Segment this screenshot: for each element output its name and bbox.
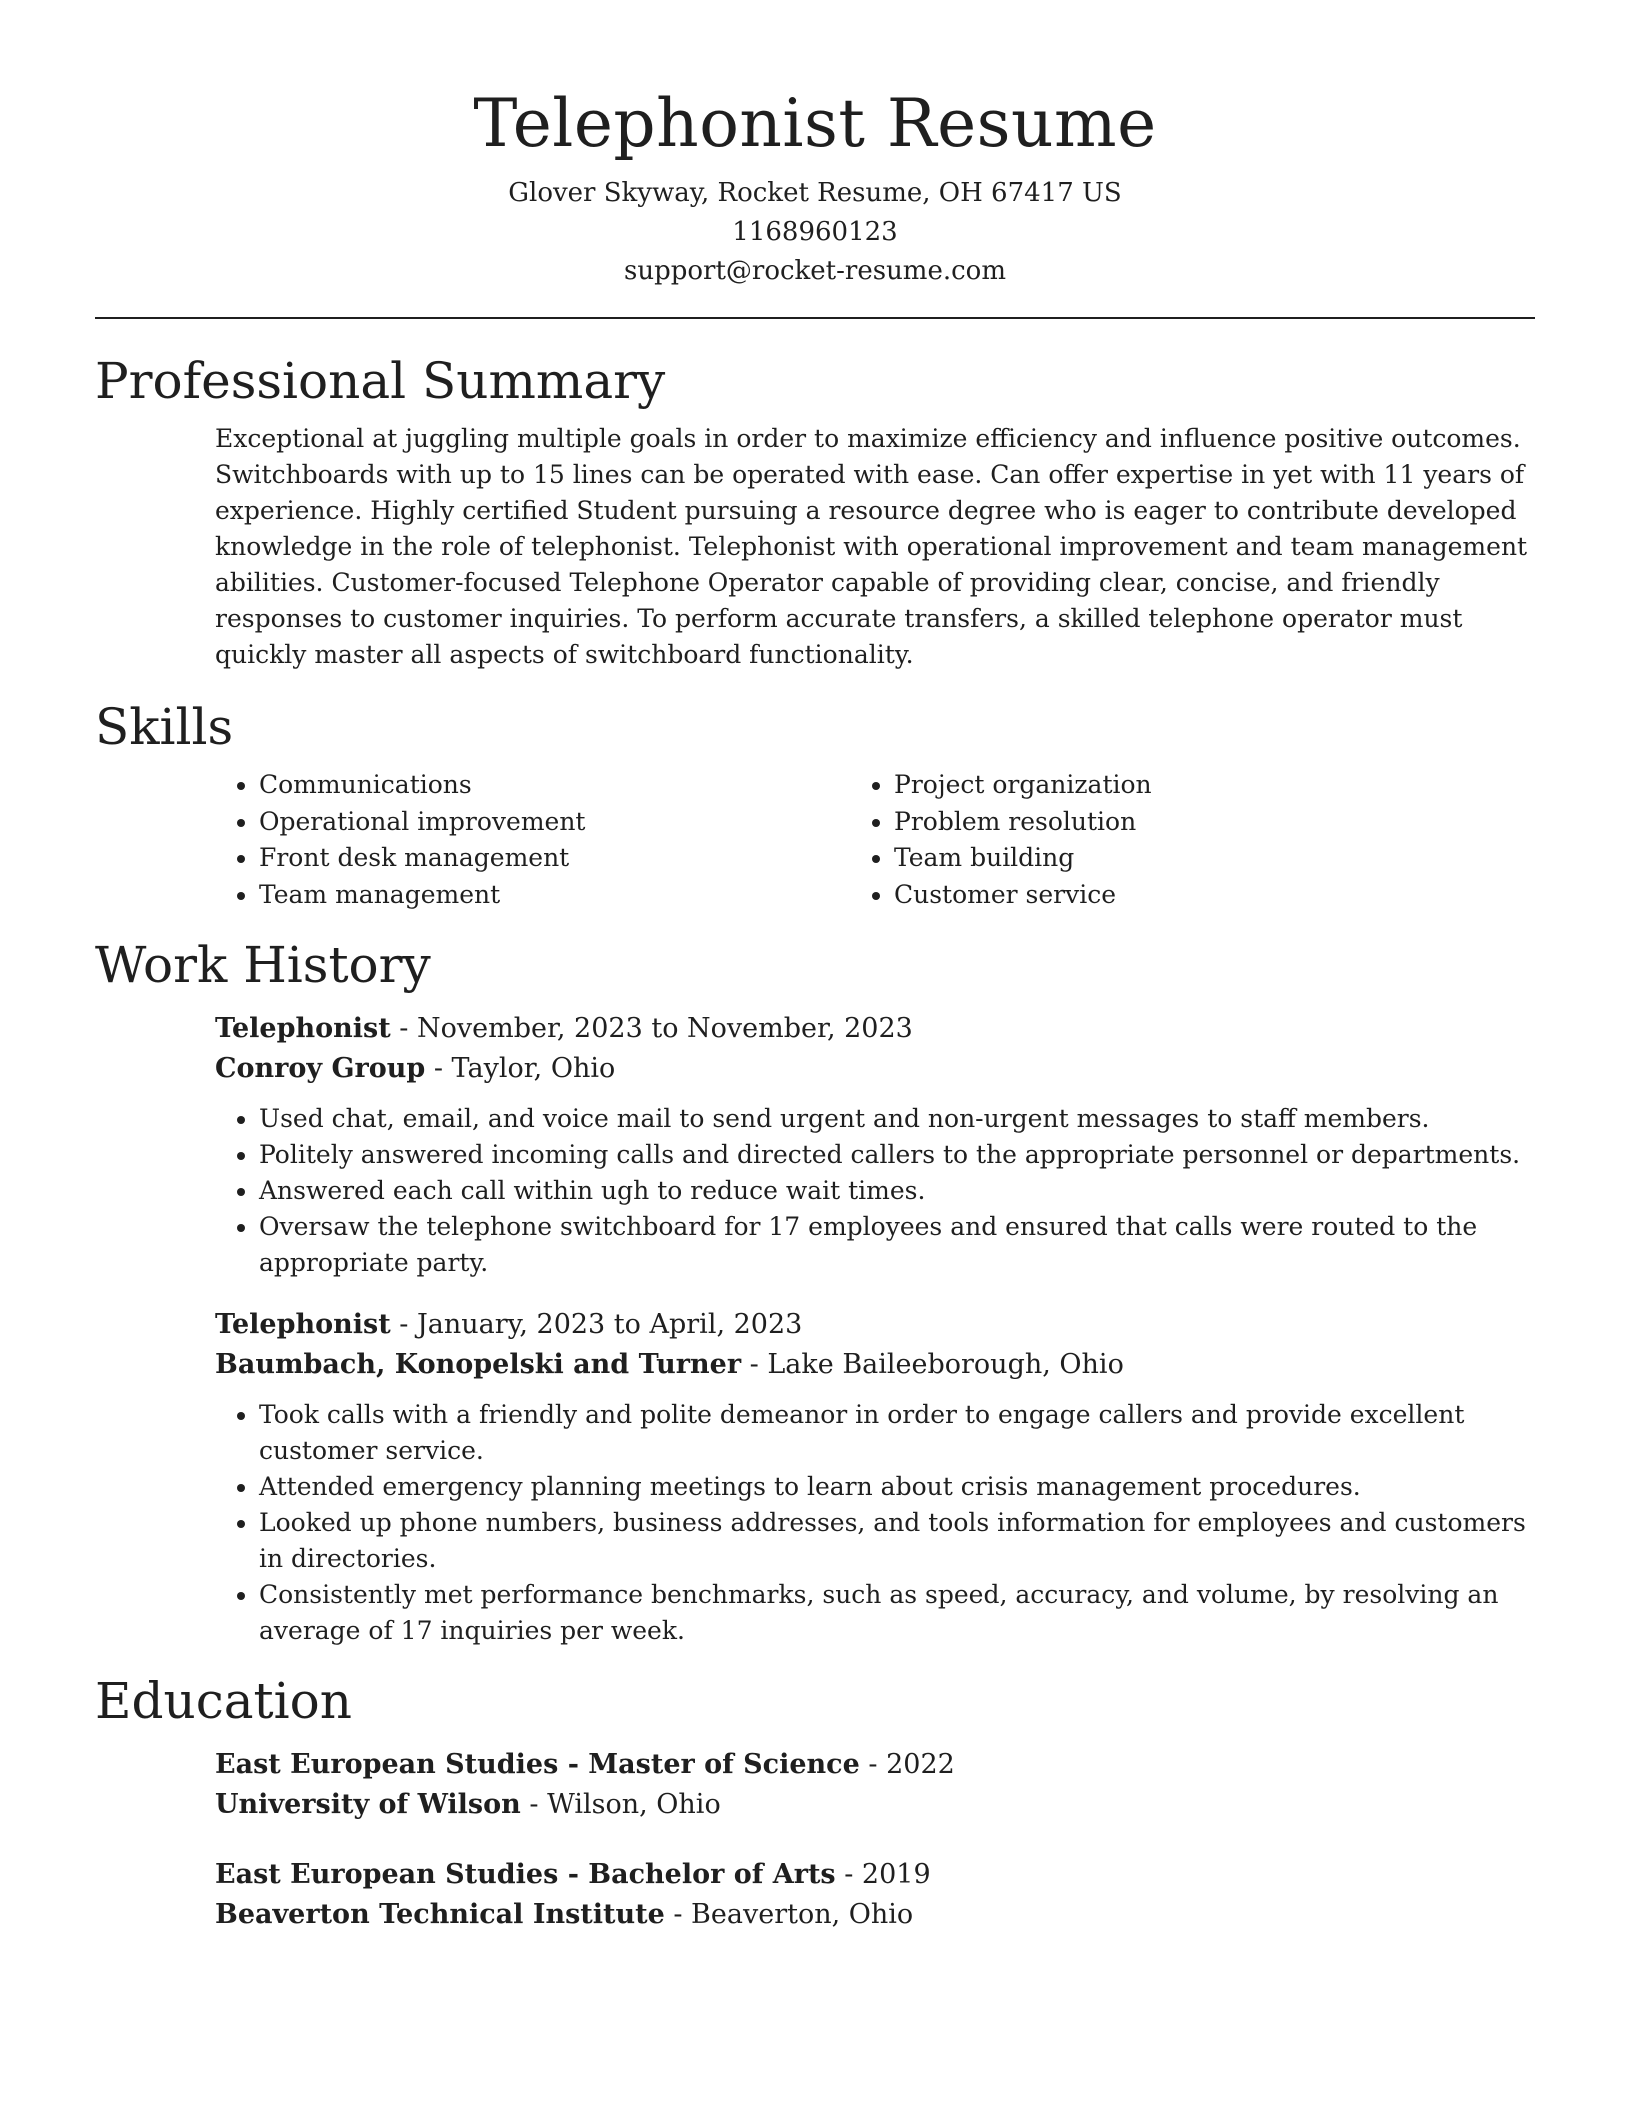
job-role: Telephonist — [215, 1013, 391, 1044]
skills-columns — [215, 767, 1535, 913]
summary-section — [95, 351, 1535, 673]
job-bullet: • Answered each call within ugh to reduce wait times. — [259, 1173, 1535, 1209]
skills-heading: Skills — [95, 698, 234, 756]
job-company: Conroy Group — [215, 1053, 426, 1084]
job-bullet: • Took calls with a friendly and polite demeanor in order to engage callers and provide excellent customer service. — [259, 1397, 1535, 1469]
address: Glover Skyway, Rocket Resume, OH 67417 US — [508, 178, 1122, 208]
degree-line — [215, 1745, 1535, 1785]
job-entry — [215, 1305, 1535, 1649]
work-history-section — [95, 935, 1535, 1649]
skills-list-left — [215, 767, 900, 913]
school-name: Beaverton Technical Institute — [215, 1899, 665, 1930]
education-section — [95, 1671, 1535, 1935]
job-dates: - January, 2023 to April, 2023 — [390, 1309, 803, 1340]
education-entry — [215, 1855, 1535, 1935]
skill-item: • Operational improvement — [259, 804, 900, 841]
work-history-heading: Work History — [95, 936, 431, 994]
summary-text: Exceptional at juggling multiple goals in order to maximize efficiency and influence positive outcomes. Switchboards with up to 15 lines can be operated with ease. Can offer expertise in yet with 11 years of experience. Highly certified Student pursuing a resource degree who is eager to contribute developed knowledge in the role of telephonist. Telephonist with operational improvement and team management abilities. Customer-focused Telephone Operator capable of providing clear, concise, and friendly responses to customer inquiries. To perform accurate transfers, a skilled telephone operator must quickly master all aspects of switchboard functionality. — [215, 424, 1528, 669]
graduation-year: - 2022 — [859, 1749, 955, 1780]
education-entry — [215, 1745, 1535, 1825]
skills-list-right — [894, 767, 1535, 913]
skill-item: • Team management — [259, 877, 900, 914]
skill-item: • Team building — [894, 840, 1535, 877]
school-line — [215, 1785, 1535, 1825]
job-role: Telephonist — [215, 1309, 391, 1340]
skill-item: • Project organization — [894, 767, 1535, 804]
header-divider — [95, 317, 1535, 319]
skill-item: • Problem resolution — [894, 804, 1535, 841]
skill-item: • Front desk management — [259, 840, 900, 877]
email: support@rocket-resume.com — [623, 256, 1006, 286]
job-bullet: • Consistently met performance benchmarks, such as speed, accuracy, and volume, by resolving an average of 17 inquiries per week. — [259, 1577, 1535, 1649]
school-location: - Beaverton, Ohio — [664, 1899, 914, 1930]
resume-title: Telephonist Resume — [473, 85, 1157, 162]
job-bullets — [215, 1101, 1535, 1281]
job-company: Baumbach, Konopelski and Turner — [215, 1349, 742, 1380]
contact-info — [95, 174, 1535, 291]
skill-item: • Communications — [259, 767, 900, 804]
job-company-line — [215, 1049, 1535, 1089]
job-bullets — [215, 1397, 1535, 1649]
resume-page — [95, 0, 1535, 1935]
degree: East European Studies - Bachelor of Arts — [215, 1859, 836, 1890]
skill-item: • Customer service — [894, 877, 1535, 914]
job-bullet: • Looked up phone numbers, business addresses, and tools information for employees and customers in directories. — [259, 1505, 1535, 1577]
job-bullet: • Politely answered incoming calls and directed callers to the appropriate personnel or departments. — [259, 1137, 1535, 1173]
job-title-line — [215, 1305, 1535, 1345]
degree-line — [215, 1855, 1535, 1895]
school-location: - Wilson, Ohio — [520, 1789, 721, 1820]
job-title-line — [215, 1009, 1535, 1049]
school-name: University of Wilson — [215, 1789, 521, 1820]
education-heading: Education — [95, 1672, 352, 1730]
job-company-line — [215, 1345, 1535, 1385]
skills-section — [95, 697, 1535, 913]
graduation-year: - 2019 — [835, 1859, 931, 1890]
job-location: - Lake Baileeborough, Ohio — [741, 1349, 1124, 1380]
job-bullet: • Attended emergency planning meetings to learn about crisis management procedures. — [259, 1469, 1535, 1505]
job-entry — [215, 1009, 1535, 1281]
degree: East European Studies - Master of Science — [215, 1749, 860, 1780]
phone: 1168960123 — [732, 217, 898, 247]
school-line — [215, 1895, 1535, 1935]
job-bullet: • Used chat, email, and voice mail to send urgent and non-urgent messages to staff members. — [259, 1101, 1535, 1137]
job-dates: - November, 2023 to November, 2023 — [390, 1013, 913, 1044]
resume-header — [95, 0, 1535, 291]
job-bullet: • Oversaw the telephone switchboard for 17 employees and ensured that calls were routed to the appropriate party. — [259, 1209, 1535, 1281]
summary-heading: Professional Summary — [95, 352, 666, 410]
job-location: - Taylor, Ohio — [425, 1053, 616, 1084]
